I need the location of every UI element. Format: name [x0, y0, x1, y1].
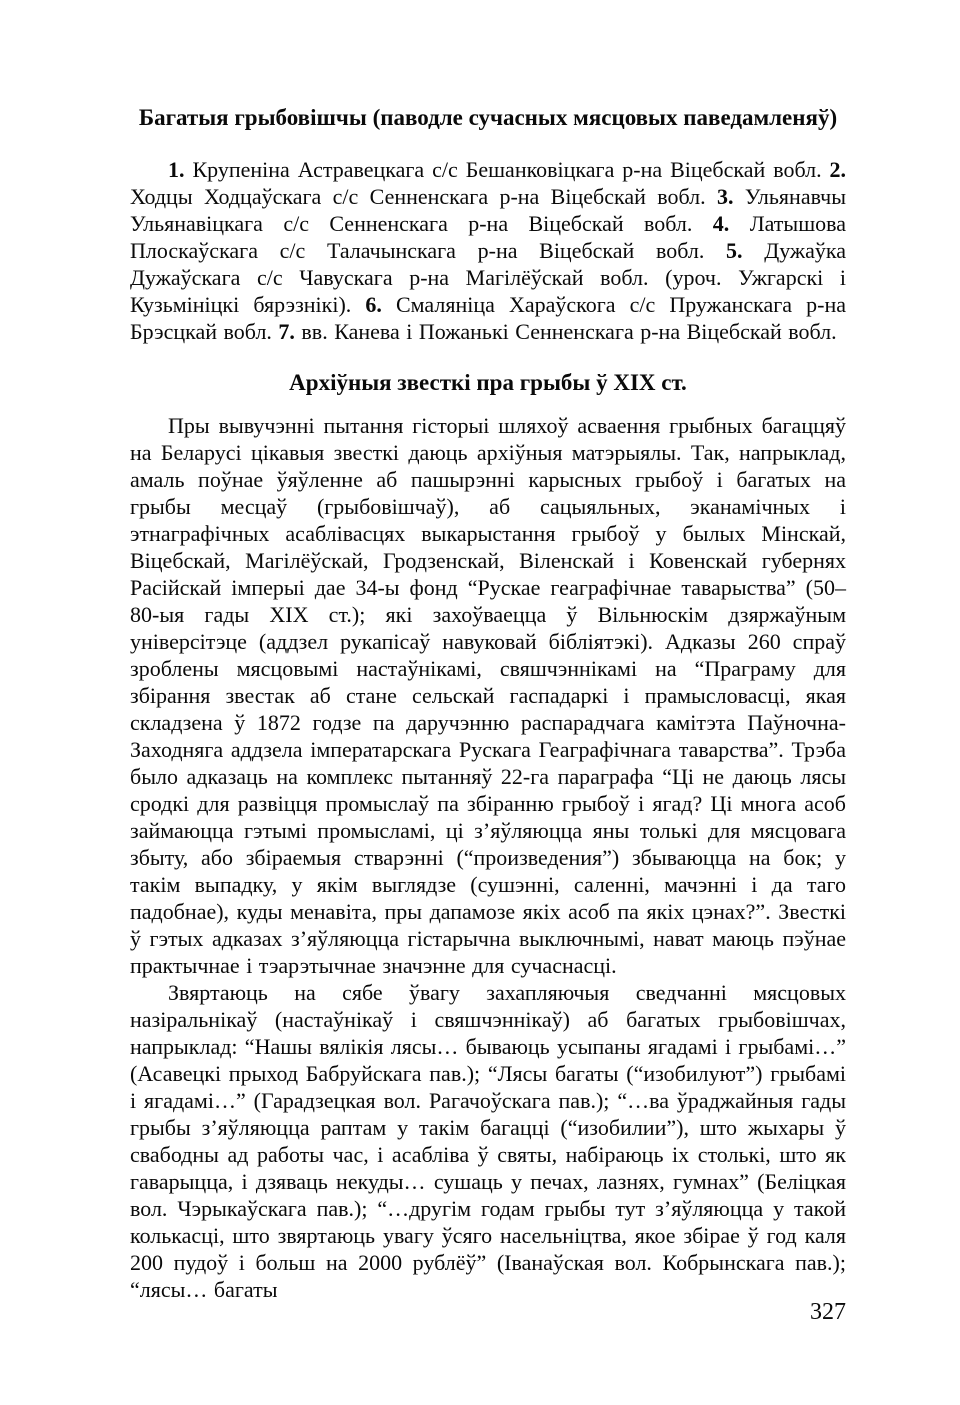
page-number: 327	[810, 1299, 846, 1325]
text-block	[130, 104, 846, 1303]
section-heading-rich-mushroom-places: Багатыя грыбовішчы (паводле сучасных мясцовых паведамленяў)	[138, 105, 838, 130]
archival-paragraph-2: Звяртаюць на сябе ўвагу захапляючыя сведчанні мясцовых назіральнікаў (настаўнікаў і свяшчэннікаў) аб багатых грыбовішчах, напрыклад: “Нашы вялікія лясы… бываюць усыпаны ягадамі і грыбамі…” (Асавецкі прыход Бабруйскага пав.); “Лясы багаты (“изобилуют”) грыбамі і ягадамі…” (Гарадзецкая вол. Рагачоўскага пав.); “…ва ўраджайныя гады грыбы з’яўляюцца раптам у такім багацці (“изобилии”), што жыхары ў свабодны ад работы час, і асабліва ў святы, набіраюць іх столькі, што як гаварыцца, і дзяваць некуды… сушаць у печах, лазнях, гумнах” (Беліцкая вол. Чэрыкаўскага пав.); “…другім годам грыбы тут з’яўляюцца у такой колькасці, што звяртаюць увагу ўсяго насельніцтва, якое збірае ў год каля 200 пудоў і больш на 2000 рублёў” (Іванаўская вол. Кобрынскага пав.); “лясы… багаты	[130, 980, 846, 1302]
archival-paragraph-1: Пры вывучэнні пытання гісторыі шляхоў асваення грыбных багаццяў на Беларусі цікавыя звесткі даюць архіўныя матэрыялы. Так, напрыклад, амаль поўнае ўяўленне аб пашырэнні карысных грыбоў і багатых на грыбы месцаў (грыбовішчаў), аб сацыяльных, эканамічных і этнаграфічных асаблівасцях выкарыстання грыбоў у былых Мінскай, Віцебскай, Магілёўскай, Гродзенскай, Віленскай і Ковенскай губернях Расійскай імперыі дае 34-ы фонд “Рускае геаграфічнае таварыства” (50–80-ыя гады XIX ст.); які захоўваецца ў Вільнюскім дзяржаўным універсітэце (аддзел рукапісаў навуковай бібліятэкі). Адказы 260 спраў зроблены мясцовымі настаўнікамі, свяшчэннікамі на “Праграму для збірання звестак аб стане сельскай гаспадаркі і прамысловасці, якая складзена ў 1872 годзе па даручэнню распарадчага камітэта Паўночна-Заходняга аддзела імператарскага Рускага Геаграфічнага таварства”. Трэба было адказаць на комплекс пытанняў 22-га параграфа “Ці не даюць лясы сродкі для развіцця промыслаў па збіранню грыбоў і ягад? Ці многа асоб займаюцца гэтымі промысламі, ці з’яўляюцца яны толькі для мясцовага збыту, або збіраемыя стварэнні (“произведения”) збываюцца на бок; у такім выпадку, у якім выглядзе (сушэнні, саленні, мачэнні і да таго падобнае), куды менавіта, пры дапамозе якіх асоб па якіх цэнах?”. Звесткі ў гэтых адказах з’яўляюцца гістарычна выключнымі, нават маюць пэўнае практычнае і тэарэтычнае значэнне для сучаснасці.	[130, 413, 846, 978]
section-heading-archival-records: Архіўныя звесткі пра грыбы ў XIX ст.	[289, 370, 687, 395]
numbered-locations-paragraph: 1. Крупеніна Астравецкага с/с Бешанковіцкага р-на Віцебскай вобл. 2. Ходцы Ходцаўскага с/с Сенненскага р-на Віцебскай вобл. 3. Ульянавчы Ульянавіцкага с/с Сенненскага р-на Віцебскай вобл. 4. Латышова Плоскаўскага с/с Талачынскага р-на Віцебскай вобл. 5. Дужаўка Дужаўскага с/с Чавускага р-на Магілёўскай вобл. (уроч. Ужгарскі і Кузьмініцкі бярэзнікі). 6. Смаляніца Хараўскога с/с Пружанскага р-на Брэсцкай вобл. 7. вв. Канева і Пожанькі Сенненскага р-на Віцебскай вобл.	[130, 157, 847, 344]
